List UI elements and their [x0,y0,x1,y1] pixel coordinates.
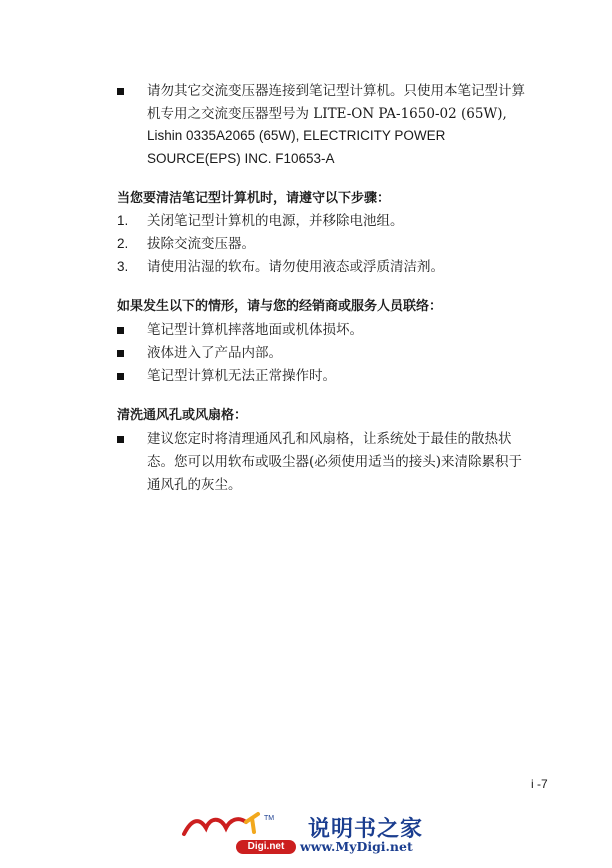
list-item: 请使用沾湿的软布。请勿使用液态或浮质清洁剂。 [147,259,444,275]
paragraph-line: Lishin 0335A2065 (65W), ELECTRICITY POWER [147,128,446,143]
list-item: 笔记型计算机摔落地面或机体损坏。 [147,322,363,338]
section-heading: 如果发生以下的情形，请与您的经销商或服务人员联络： [117,299,443,314]
list-item: 笔记型计算机无法正常操作时。 [147,368,336,384]
mydigi-logo-icon [180,808,300,844]
list-number: 2. [117,236,129,251]
bullet-square [117,373,124,380]
paragraph-line: 态。您可以用软布或吸尘器(必须使用适当的接头)来清除累积于 [147,454,523,470]
paragraph-line: SOURCE(EPS) INC. F10653-A [147,151,335,166]
svg-text:TM: TM [264,815,275,822]
site-url: www.MyDigi.net [300,839,413,854]
brand-name: 说明书之家 [308,817,424,842]
list-item: 拔除交流变压器。 [147,236,255,252]
page-number: i -7 [531,777,548,791]
paragraph-line: 机专用之交流变压器型号为 LITE-ON PA-1650-02 (65W), [147,106,507,122]
section-heading: 清洗通风孔或风扇格： [117,408,248,423]
list-number: 1. [117,213,129,228]
bullet-square [117,88,124,95]
digi-badge: Digi.net [236,840,296,854]
paragraph-line: 请勿其它交流变压器连接到笔记型计算机。只使用本笔记型计算 [147,83,525,99]
site-watermark [180,808,440,858]
section-heading: 当您要清洁笔记型计算机时，请遵守以下步骤： [117,191,391,206]
list-item: 关闭笔记型计算机的电源，并移除电池组。 [147,213,404,229]
bullet-square [117,327,124,334]
bullet-square [117,350,124,357]
list-item: 液体进入了产品内部。 [147,345,282,361]
paragraph-line: 建议您定时将清理通风孔和风扇格，让系统处于最佳的散热状 [147,431,512,447]
paragraph-line: 通风孔的灰尘。 [147,477,242,493]
bullet-square [117,436,124,443]
list-number: 3. [117,259,129,274]
